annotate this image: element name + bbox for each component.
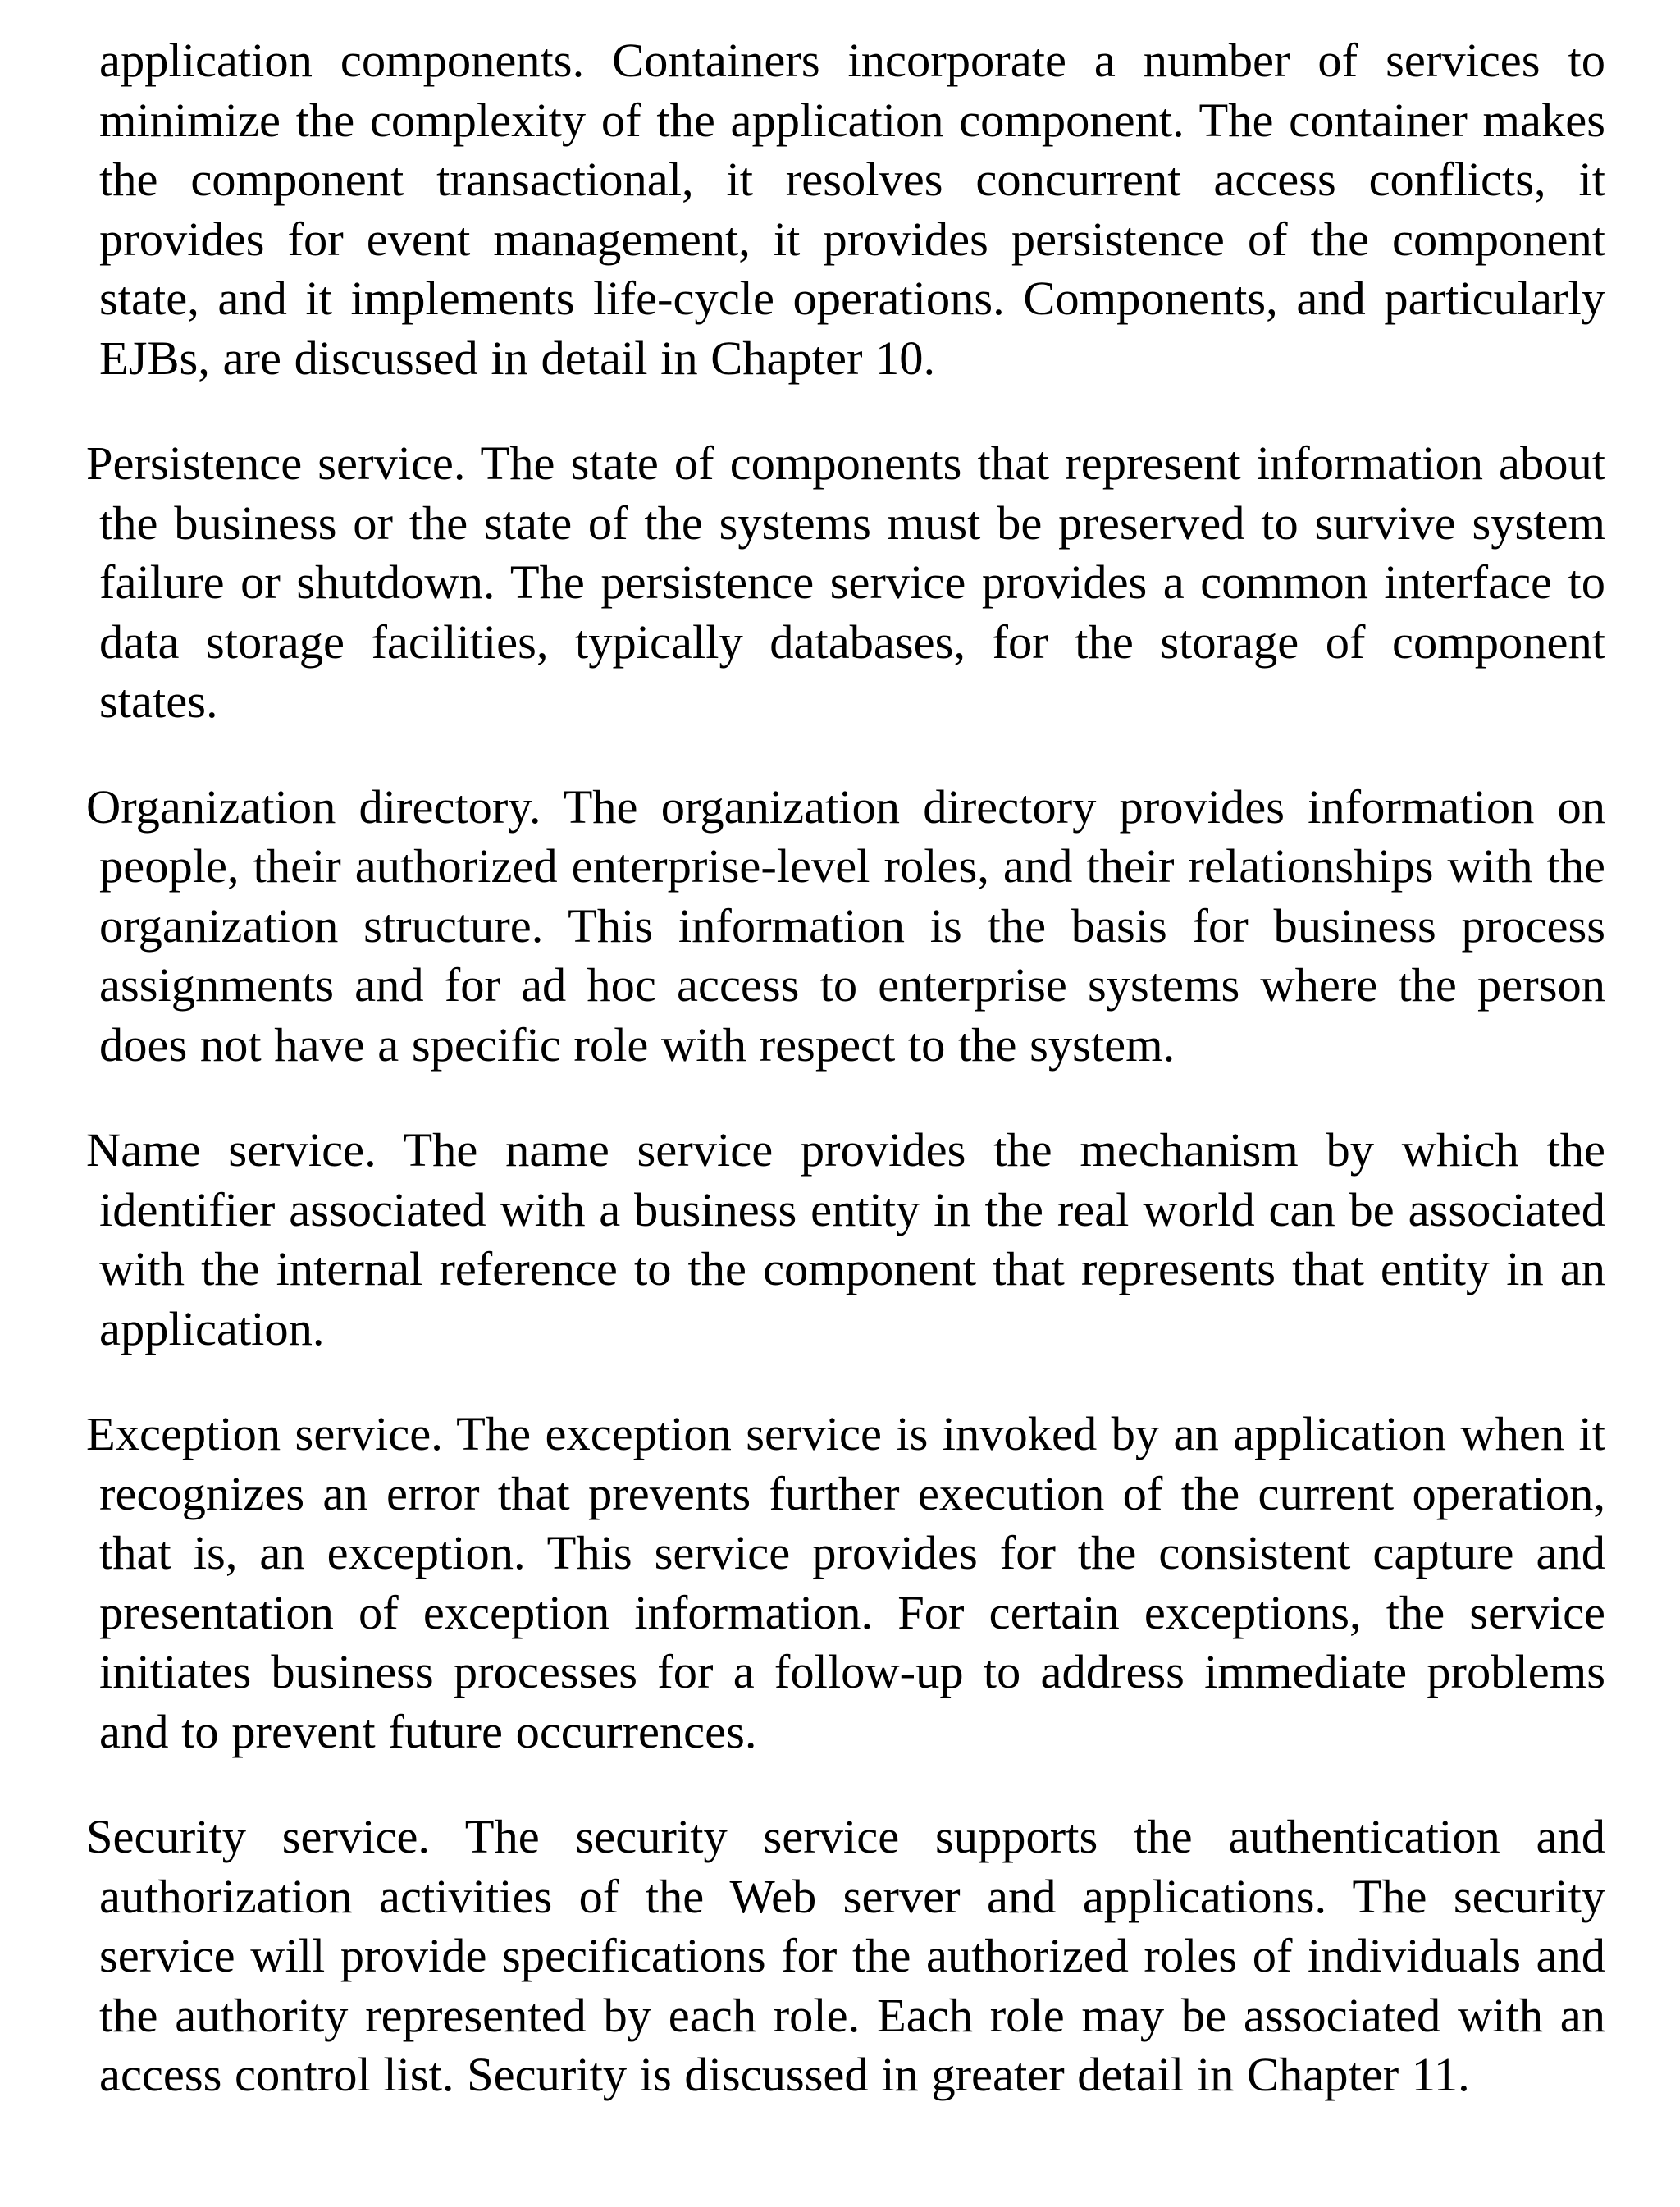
paragraph-persistence-service: Persistence service. The state of components that represent information about the business or the state of the systems must be preserved to survive system failure or shutdown. The persistence service provides a common interface to data storage facilities, typically databases, for the storage of component states. <box>86 436 1605 728</box>
document-page <box>86 31 1605 2105</box>
paragraph-containers-continued: application components. Containers incorporate a number of services to minimize the complexity of the application component. The container makes the component transactional, it resolves concurrent access conflicts, it provides for event management, it provides persistence of the component state, and it implements life-cycle operations. Components, and particularly EJBs, are discussed in detail in Chapter 10. <box>99 34 1605 385</box>
paragraph-name-service: Name service. The name service provides the mechanism by which the identifier associated with a business entity in the real world can be associated with the internal reference to the component that represents that entity in an application. <box>86 1123 1605 1355</box>
paragraph-security-service: Security service. The security service supports the authentication and authorization activities of the Web server and applications. The security service will provide specifications for the authorized roles of individuals and the authority represented by each role. Each role may be associated with an access control list. Security is discussed in greater detail in Chapter 11. <box>86 1810 1605 2101</box>
paragraph-organization-directory: Organization directory. The organization directory provides information on people, their authorized enterprise-level roles, and their relationships with the organization structure. This information is the basis for business process assignments and for ad hoc access to enterprise systems where the person does not have a specific role with respect to the system. <box>86 779 1605 1072</box>
paragraph-exception-service: Exception service. The exception service is invoked by an application when it recognizes an error that prevents further execution of the current operation, that is, an exception. This service provides for the consistent capture and presentation of exception information. For certain exceptions, the service initiates business processes for a follow-up to address immediate problems and to prevent future occurrences. <box>86 1407 1605 1758</box>
